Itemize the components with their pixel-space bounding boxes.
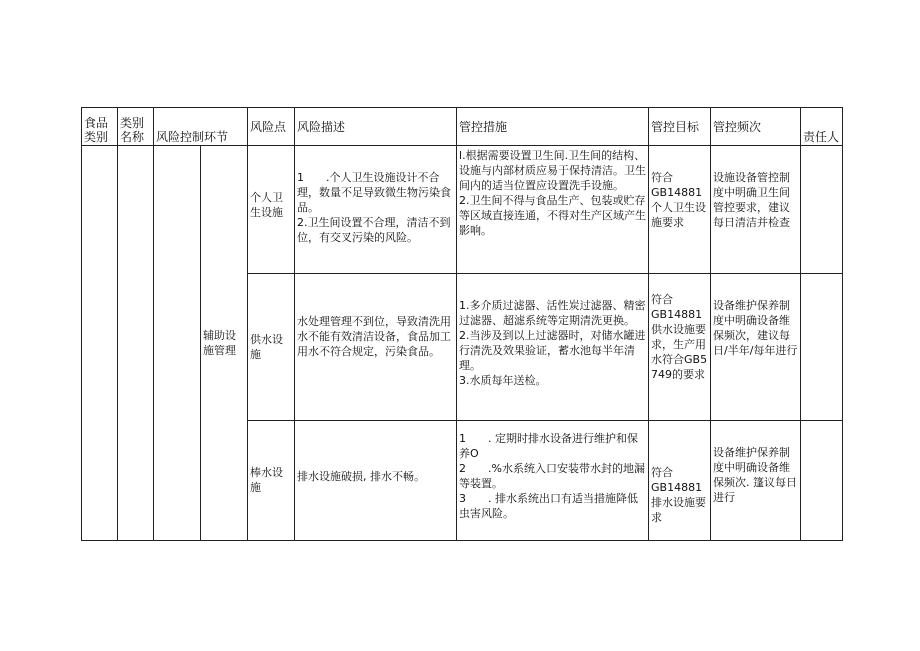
food-category-cell (82, 146, 118, 541)
measures-cell: 1 . 定期时排水设备进行维护和保养O 2 .%水系统入口安装带水封的地漏等装置。 3 . 排水系统出口有适当措施降低虫害风险。 (457, 421, 649, 541)
frequency-cell: 设施设备管控制度中明确卫生间管控要求，建议每日清洁并检查 (711, 146, 801, 274)
header-risk-point: 风险点 (248, 108, 295, 146)
header-row (82, 108, 843, 146)
responsible-cell (801, 146, 843, 274)
header-food-category: 食品 类别 (82, 108, 118, 146)
header-risk-desc: 风险描述 (295, 108, 457, 146)
responsible-cell (801, 274, 843, 421)
risk-desc-cell: 排水设施破损, 排水不畅。 (295, 421, 457, 541)
target-cell: 符合 GB14881供水设施要求，生产用水符合GB5749的要求 (649, 274, 711, 421)
category-name-cell (118, 146, 154, 541)
risk-control-table (81, 107, 843, 541)
risk-desc-cell: 1 .个人卫生设施设计不合理，数量不足导致微生物污染食品。 2.卫生间设置不合理，清洁不到位，有交叉污染的风险。 (295, 146, 457, 274)
section-label: 辅助设 施管理 (201, 146, 248, 541)
target-cell: 符合 GB14881个人卫生设施要求 (649, 146, 711, 274)
header-target: 管控目标 (649, 108, 711, 146)
risk-point-cell: 棒水设 施 (248, 421, 295, 541)
header-responsible: 责任人 (801, 108, 843, 146)
measures-cell: l.根据需要设置卫生间.卫生间的结构、设施与内部材质应易于保持清洁。卫生间内的适当位置应设置洗手设施。 2.卫生间不得与食品生产、包装或贮存等区域直接连通，不得对生产区域产生影响。 (457, 146, 649, 274)
risk-point-cell: 个人卫 生设施 (248, 146, 295, 274)
risk-desc-cell: 水处理管理不到位，导致清洗用水不能有效清洁设备，食品加工用水不符合规定，污染食品。 (295, 274, 457, 421)
control-step-cell (154, 146, 201, 541)
header-measures: 管控措施 (457, 108, 649, 146)
table-row (82, 146, 843, 274)
header-category-name: 类别 名称 (118, 108, 154, 146)
frequency-cell: 设备维护保养制度中明确设备维保频次. 篷议每日进行 (711, 421, 801, 541)
header-frequency: 管控频次 (711, 108, 801, 146)
target-cell: 符合 GB14881排水设施要求 (649, 421, 711, 541)
responsible-cell (801, 421, 843, 541)
measures-cell: 1.多介质过滤器、活性炭过滤器、精密过滤器、超滤系统等定期清洗更换。 2.当涉及到以上过滤器时，对储水罐进行清洗及效果验证，蓄水池每半年清理。 3.水质每年送检。 (457, 274, 649, 421)
frequency-cell: 设备维护保养制度中明确设备维保频次，建议每日/半年/每年进行 (711, 274, 801, 421)
header-control-step: 风险控制环节 (154, 108, 248, 146)
risk-point-cell: 供水设 施 (248, 274, 295, 421)
